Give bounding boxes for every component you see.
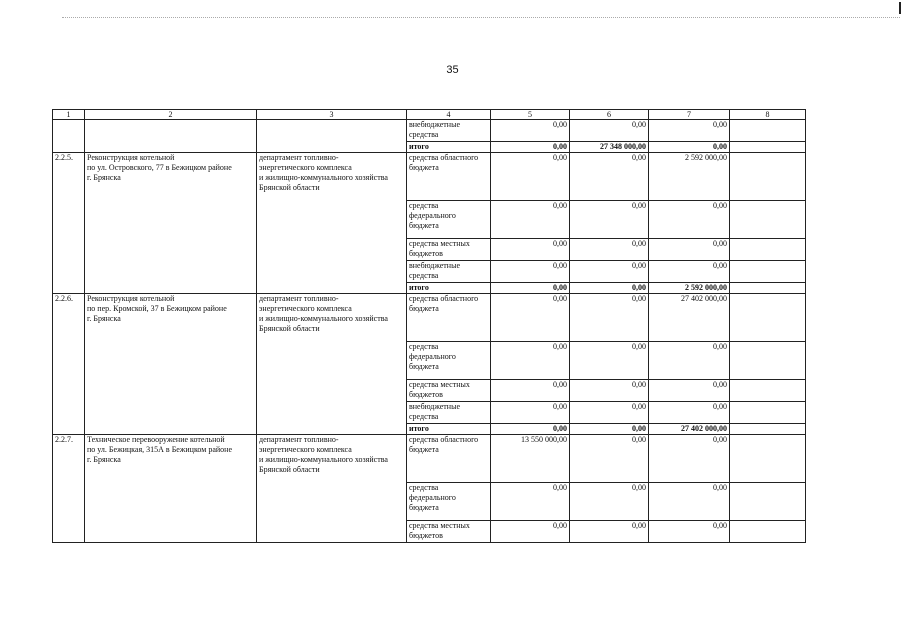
column-header: 8	[730, 110, 806, 120]
text-line: департамент топливно-	[259, 435, 339, 444]
text-line: энергетического комплекса	[259, 445, 352, 454]
value-cell-v8	[730, 483, 806, 521]
page-number: 35	[446, 64, 459, 76]
value-cell-v6: 0,00	[570, 342, 649, 380]
value-cell-v7: 0,00	[649, 342, 730, 380]
text-line: департамент топливно-	[259, 153, 339, 162]
value-cell-v8	[730, 142, 806, 153]
budget-table	[52, 109, 806, 543]
value-cell-v6: 0,00	[570, 283, 649, 294]
value-cell-v5: 0,00	[491, 521, 570, 543]
text-line: итого	[409, 424, 429, 433]
executor-cell	[257, 294, 407, 435]
executor-cell	[257, 120, 407, 153]
text-line: бюджета	[409, 503, 439, 512]
value-cell-v7: 0,00	[649, 120, 730, 142]
value-cell-v8	[730, 380, 806, 402]
text-line: г. Брянска	[87, 455, 121, 464]
value-cell-v7: 0,00	[649, 261, 730, 283]
value-cell-v6: 0,00	[570, 239, 649, 261]
text-line: Брянской области	[259, 183, 320, 192]
executor-cell	[257, 153, 407, 294]
item-number-cell	[53, 120, 85, 153]
text-line: г. Брянска	[87, 314, 121, 323]
item-name-cell	[85, 294, 257, 435]
value-cell-v8	[730, 283, 806, 294]
column-header: 6	[570, 110, 649, 120]
value-cell-v8	[730, 342, 806, 380]
value-cell-v8	[730, 261, 806, 283]
text-line: бюджета	[409, 362, 439, 371]
funding-source-cell	[407, 142, 491, 153]
value-cell-v5: 0,00	[491, 483, 570, 521]
text-line: федерального	[409, 352, 456, 361]
column-header: 7	[649, 110, 730, 120]
column-header: 1	[53, 110, 85, 120]
text-line: и жилищно-коммунального хозяйства	[259, 173, 388, 182]
value-cell-v6: 0,00	[570, 153, 649, 201]
value-cell-v6: 0,00	[570, 435, 649, 483]
item-name-cell	[85, 120, 257, 153]
funding-source-cell	[407, 342, 491, 380]
text-line: Реконструкция котельной	[87, 294, 175, 303]
text-line: бюджета	[409, 445, 439, 454]
text-line: средства	[409, 271, 439, 280]
value-cell-v8	[730, 435, 806, 483]
value-cell-v7: 27 402 000,00	[649, 424, 730, 435]
text-line: бюджетов	[409, 249, 443, 258]
value-cell-v5: 0,00	[491, 294, 570, 342]
value-cell-v5: 0,00	[491, 201, 570, 239]
text-line: средства областного	[409, 294, 479, 303]
value-cell-v6: 0,00	[570, 521, 649, 543]
value-cell-v8	[730, 120, 806, 142]
value-cell-v7: 0,00	[649, 521, 730, 543]
value-cell-v7: 0,00	[649, 380, 730, 402]
value-cell-v6: 0,00	[570, 261, 649, 283]
text-line: средства областного	[409, 435, 479, 444]
text-line: и жилищно-коммунального хозяйства	[259, 314, 388, 323]
value-cell-v6: 0,00	[570, 402, 649, 424]
item-number-cell: 2.2.6.	[53, 294, 85, 435]
text-line: внебюджетные	[409, 261, 460, 270]
scan-edge-mark	[899, 2, 901, 14]
text-line: итого	[409, 283, 429, 292]
text-line: внебюджетные	[409, 120, 460, 129]
value-cell-v7: 0,00	[649, 201, 730, 239]
funding-source-cell	[407, 153, 491, 201]
text-line: федерального	[409, 493, 456, 502]
value-cell-v8	[730, 294, 806, 342]
table-row	[53, 120, 806, 142]
text-line: средства местных	[409, 521, 470, 530]
item-number-cell: 2.2.5.	[53, 153, 85, 294]
funding-source-cell	[407, 294, 491, 342]
text-line: средства областного	[409, 153, 479, 162]
funding-source-cell	[407, 120, 491, 142]
funding-source-cell	[407, 283, 491, 294]
value-cell-v6: 0,00	[570, 483, 649, 521]
value-cell-v5: 0,00	[491, 142, 570, 153]
text-line: федерального	[409, 211, 456, 220]
text-line: департамент топливно-	[259, 294, 339, 303]
table-row	[53, 153, 806, 201]
value-cell-v7: 0,00	[649, 402, 730, 424]
funding-source-cell	[407, 521, 491, 543]
value-cell-v7: 0,00	[649, 483, 730, 521]
value-cell-v5: 0,00	[491, 380, 570, 402]
value-cell-v7: 0,00	[649, 435, 730, 483]
text-line: по пер. Кромской, 37 в Бежицком районе	[87, 304, 227, 313]
item-name-cell	[85, 153, 257, 294]
table-row	[53, 435, 806, 483]
value-cell-v5: 13 550 000,00	[491, 435, 570, 483]
value-cell-v8	[730, 402, 806, 424]
item-number-cell: 2.2.7.	[53, 435, 85, 543]
text-line: итого	[409, 142, 429, 151]
value-cell-v8	[730, 521, 806, 543]
value-cell-v5: 0,00	[491, 402, 570, 424]
text-line: г. Брянска	[87, 173, 121, 182]
value-cell-v6: 0,00	[570, 294, 649, 342]
column-header: 5	[491, 110, 570, 120]
text-line: и жилищно-коммунального хозяйства	[259, 455, 388, 464]
value-cell-v5: 0,00	[491, 153, 570, 201]
text-line: средства	[409, 483, 439, 492]
text-line: бюджета	[409, 221, 439, 230]
column-number-row	[53, 110, 806, 120]
value-cell-v5: 0,00	[491, 342, 570, 380]
column-header: 3	[257, 110, 407, 120]
value-cell-v7: 27 402 000,00	[649, 294, 730, 342]
value-cell-v6: 0,00	[570, 424, 649, 435]
value-cell-v8	[730, 239, 806, 261]
text-line: бюджета	[409, 304, 439, 313]
text-line: по ул. Островского, 77 в Бежицком районе	[87, 163, 232, 172]
value-cell-v8	[730, 424, 806, 435]
value-cell-v5: 0,00	[491, 424, 570, 435]
value-cell-v8	[730, 153, 806, 201]
value-cell-v7: 0,00	[649, 239, 730, 261]
value-cell-v8	[730, 201, 806, 239]
text-line: средства местных	[409, 380, 470, 389]
column-header: 4	[407, 110, 491, 120]
text-line: Реконструкция котельной	[87, 153, 175, 162]
value-cell-v7: 2 592 000,00	[649, 153, 730, 201]
text-line: средства	[409, 201, 439, 210]
text-line: Брянской области	[259, 465, 320, 474]
value-cell-v5: 0,00	[491, 261, 570, 283]
value-cell-v6: 0,00	[570, 201, 649, 239]
text-line: Брянской области	[259, 324, 320, 333]
value-cell-v7: 0,00	[649, 142, 730, 153]
value-cell-v5: 0,00	[491, 120, 570, 142]
funding-source-cell	[407, 261, 491, 283]
funding-source-cell	[407, 483, 491, 521]
text-line: средства	[409, 412, 439, 421]
table-row	[53, 294, 806, 342]
text-line: средства	[409, 342, 439, 351]
funding-source-cell	[407, 402, 491, 424]
value-cell-v6: 0,00	[570, 120, 649, 142]
value-cell-v7: 2 592 000,00	[649, 283, 730, 294]
text-line: средства местных	[409, 239, 470, 248]
column-header: 2	[85, 110, 257, 120]
text-line: Техническое перевооружение котельной	[87, 435, 225, 444]
text-line: бюджета	[409, 163, 439, 172]
text-line: средства	[409, 130, 439, 139]
text-line: по ул. Бежицкая, 315А в Бежицком районе	[87, 445, 232, 454]
funding-source-cell	[407, 239, 491, 261]
text-line: энергетического комплекса	[259, 304, 352, 313]
funding-source-cell	[407, 435, 491, 483]
executor-cell	[257, 435, 407, 543]
text-line: энергетического комплекса	[259, 163, 352, 172]
value-cell-v6: 27 348 000,00	[570, 142, 649, 153]
funding-source-cell	[407, 201, 491, 239]
item-name-cell	[85, 435, 257, 543]
scan-artifact-line	[62, 17, 900, 18]
text-line: внебюджетные	[409, 402, 460, 411]
text-line: бюджетов	[409, 531, 443, 540]
value-cell-v5: 0,00	[491, 283, 570, 294]
funding-source-cell	[407, 424, 491, 435]
funding-source-cell	[407, 380, 491, 402]
text-line: бюджетов	[409, 390, 443, 399]
value-cell-v6: 0,00	[570, 380, 649, 402]
value-cell-v5: 0,00	[491, 239, 570, 261]
